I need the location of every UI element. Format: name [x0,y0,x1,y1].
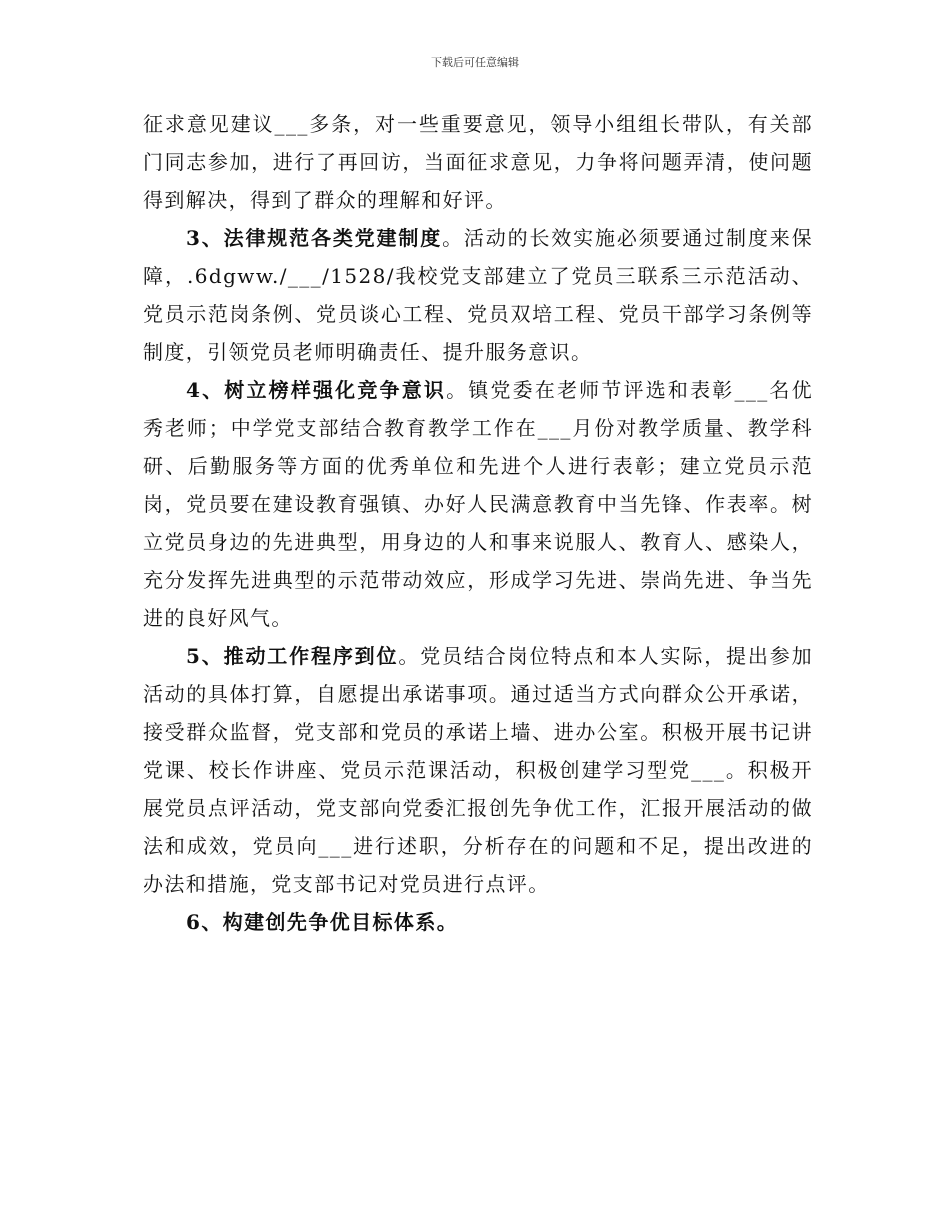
paragraph-text: 征求意见建议___多条，对一些重要意见，领导小组组长带队，有关部门同志参加，进行了再回访，当面征求意见，力争将问题弄清，使问题得到解决，得到了群众的理解和好评。 [143,112,813,212]
paragraph-text: 。党员结合岗位特点和本人实际，提出参加活动的具体打算，自愿提出承诺事项。通过适当方式向群众公开承诺，接受群众监督，党支部和党员的承诺上墙、进办公室。积极开展书记讲党课、校长作讲座、党员示范课活动，积极创建学习型党___。积极开展党员点评活动，党支部向党委汇报创先争优工作，汇报开展活动的做法和成效，党员向___进行述职，分析存在的问题和不足，提出改进的办法和措施，党支部书记对党员进行点评。 [143,644,813,896]
paragraph-heading: 5、推动工作程序到位 [186,644,399,668]
paragraph-heading: 3、法律规范各类党建制度 [186,226,443,250]
paragraph-work-procedure [143,637,813,903]
paragraph-heading: 4、树立榜样强化竞争意识 [186,378,447,402]
paragraph-goal-system [143,903,813,941]
paragraph-role-models [143,371,813,637]
paragraph-legal-norms [143,219,813,371]
document-body [143,105,813,941]
paragraph-text: 。镇党委在老师节评选和表彰___名优秀老师；中学党支部结合教育教学工作在___月份对教学质量、教学科研、后勤服务等方面的优秀单位和先进个人进行表彰；建立党员示范岗，党员要在建设教育强镇、办好人民满意教育中当先锋、作表率。树立党员身边的先进典型，用身边的人和事来说服人、教育人、感染人，充分发挥先进典型的示范带动效应，形成学习先进、崇尚先进、争当先进的良好风气。 [143,378,814,630]
paragraph-heading: 6、构建创先争优目标体系。 [186,910,459,934]
paragraph-continuation [143,105,813,219]
page-header-note: 下载后可任意编辑 [431,56,519,69]
paragraph-text: 。活动的长效实施必须要通过制度来保障，.6dgww./___/1528/我校党支部建立了党员三联系三示范活动、党员示范岗条例、党员谈心工程、党员双培工程、党员干部学习条例等制度，引领党员老师明确责任、提升服务意识。 [143,226,813,364]
